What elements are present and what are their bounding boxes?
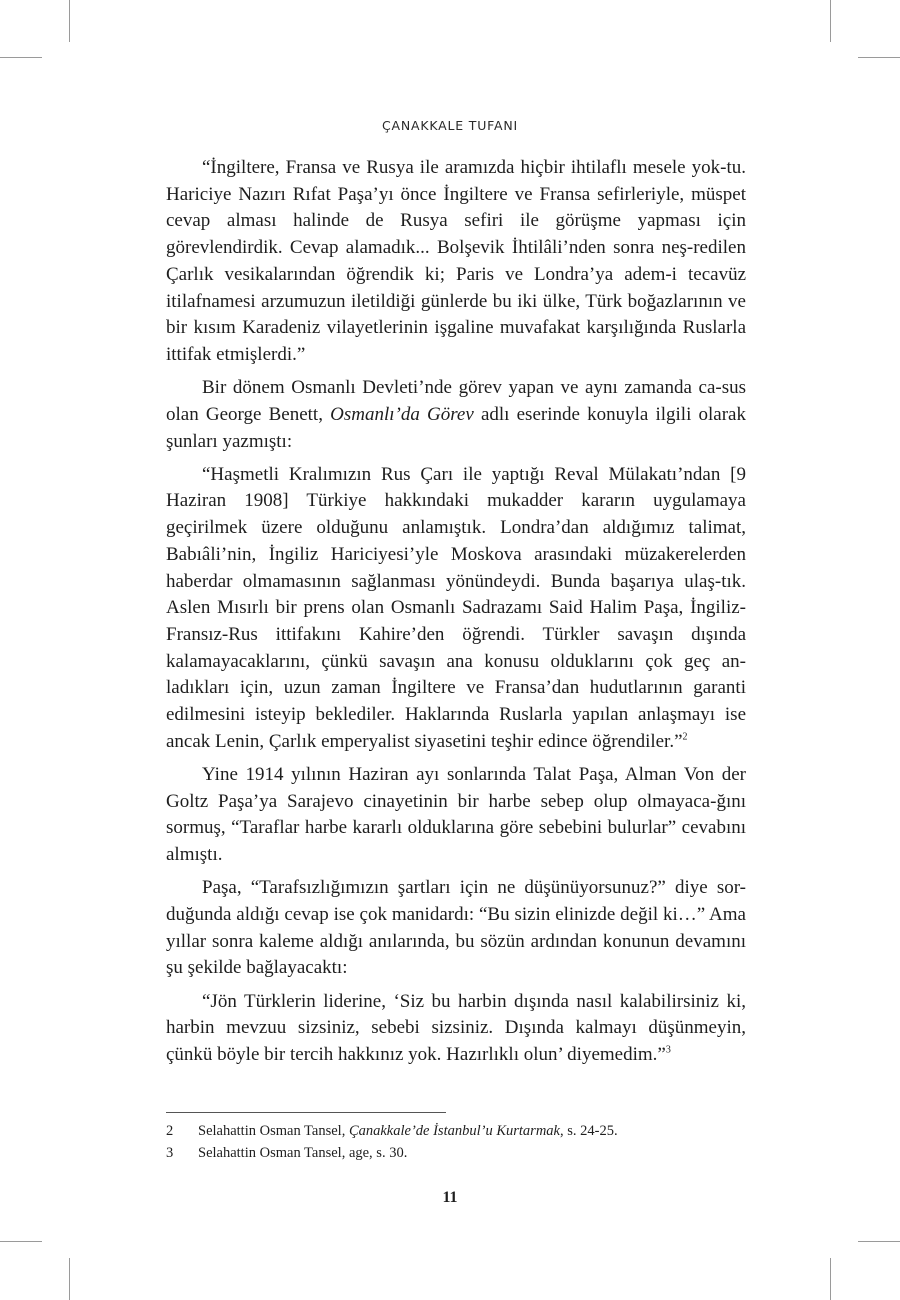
page-number: 11 [442, 1189, 458, 1206]
footnote-ref-2[interactable]: 2 [682, 731, 688, 743]
footnote-ref-3[interactable]: 3 [665, 1044, 671, 1056]
footnote-number: 2 [166, 1123, 174, 1139]
paragraph-5: Paşa, “Tarafsızlığımızın şartları için ne düşünüyorsunuz?” diye sor-duğunda aldığı cevap ise çok manidardı: “Bu sizin elinizde değil ki…” Ama yıllar sonra kaleme aldığı anılarında, bu sözün ardından konunun devamını şu şekilde bağlayacaktı: [166, 877, 746, 979]
paragraph-6 [166, 989, 746, 1069]
footnotes [166, 1120, 746, 1164]
book-title: Osmanlı’da Görev [330, 403, 474, 425]
footnote-2 [166, 1120, 746, 1142]
crop-mark [858, 1241, 900, 1242]
paragraph-3-text: “Haşmetli Kralımızın Rus Çarı ile yaptığı Reval Mülakatı’ndan [9 Haziran 1908] Türkiye hakkındaki mukadder kararın uygulamaya geçirilmek üzere olduğunu anlamıştık. Londra’dan aldığımız talimat, Babıâli’nin, İngiliz Hariciyesi’yle Moskova arasındaki müzakerelerden haberdar olmamasının sağlanması yönündeydi. Bunda başarıya ulaş-tık. Aslen Mısırlı bir prens olan Osmanlı Sadrazamı Said Halim Paşa, İngiliz-Fransız-Rus ittifakını Kahire’den öğrendi. Türkler savaşın dışında kalamayacaklarını, çünkü savaşın ana konusu olduklarını çok geç an-ladıkları için, uzun zaman İngiltere ve Fransa’dan hudutlarının garanti edilmesini isteyip beklediler. Haklarında Ruslarla yapılan anlaşmayı ise ancak Lenin, Çarlık emperyalist siyasetini teşhir edince öğrendiler.” [166, 463, 746, 752]
crop-mark [0, 57, 42, 58]
paragraph-2-text: Bir dönem Osmanlı Devleti’nde görev yapan ve aynı zamanda ca-sus olan George Benett, [166, 377, 746, 425]
footnote-text [198, 1120, 618, 1142]
crop-mark [830, 1258, 831, 1300]
footnote-book-title: Çanakkale’de İstanbul’u Kurtarmak [348, 1123, 560, 1139]
crop-mark [69, 0, 70, 42]
footnote-author: Selahattin Osman Tansel, [198, 1123, 349, 1139]
paragraph-6-text: “Jön Türklerin liderine, ‘Siz bu harbin dışında nasıl kalabilirsiniz ki, harbin mevzuu sizsiniz, sebebi sizsiniz. Dışında kalmayı düşünmeyin, çünkü böyle bir tercih hakkınız yok. Hazırlıklı olun’ diyemedim.” [166, 990, 746, 1065]
footnote-pages: , s. 24-25. [559, 1123, 618, 1139]
paragraph-4: Yine 1914 yılının Haziran ayı sonlarında Talat Paşa, Alman Von der Goltz Paşa’ya Sarajevo cinayetinin bir harbe sebep olup olmayaca-ğını sormuş, “Taraflar harbe kararlı olduklarına göre sebebini bulurlar” cevabını almıştı. [166, 763, 746, 866]
crop-mark [830, 0, 831, 42]
paragraph-3 [166, 462, 746, 756]
paragraph-2 [166, 375, 746, 455]
paragraph-2-text-end: adlı eserinde konuyla ilgili olarak şunları yazmıştı: [166, 403, 746, 452]
crop-mark [69, 1258, 70, 1300]
footnote-divider [166, 1112, 446, 1113]
running-head: ÇANAKKALE TUFANI [382, 118, 518, 133]
body-text [166, 155, 746, 1075]
footnote-number: 3 [166, 1145, 174, 1161]
footnote-text: Selahattin Osman Tansel, age, s. 30. [198, 1145, 408, 1161]
paragraph-1: “İngiltere, Fransa ve Rusya ile aramızda hiçbir ihtilaflı mesele yok-tu. Hariciye Nazırı Rıfat Paşa’yı önce İngiltere ve Fransa sefirleriyle, müspet cevap alması halinde de Rusya sefiri ile görüşme yapması için görevlendirdik. Cevap alamadık... Bolşevik İhtilâli’nden sonra neş-redilen Çarlık vesikalarından öğrendik ki; Paris ve Londra’ya adem-i tecavüz itilafnamesi arzumuzun iletildiği günlerde bu iki ülke, Türk boğazlarının ve bir kısım Karadeniz vilayetlerinin işgaline muvafakat karşılığında Ruslarla ittifak etmişlerdi.” [166, 157, 746, 365]
crop-mark [858, 57, 900, 58]
crop-mark [0, 1241, 42, 1242]
footnote-3 [166, 1142, 746, 1164]
